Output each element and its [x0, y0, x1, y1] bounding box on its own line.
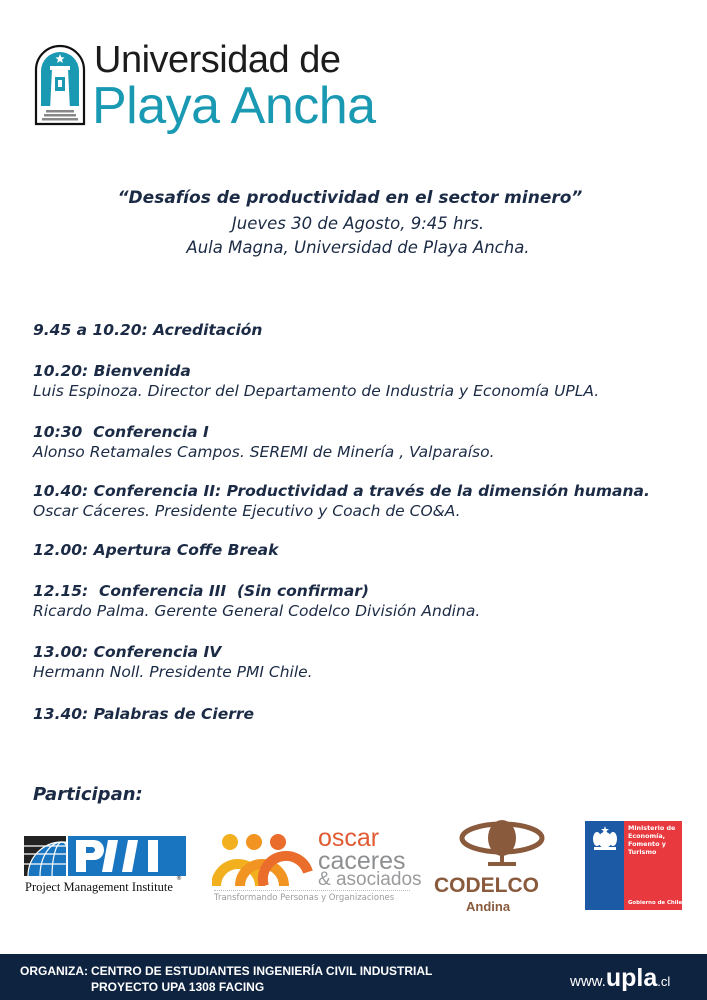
codelco-logo-division: Andina	[466, 899, 511, 914]
svg-text:®: ®	[176, 875, 182, 882]
program-item	[33, 704, 254, 724]
program-item	[33, 581, 480, 621]
website-main: upla	[605, 964, 658, 992]
program-heading: 12.00: Apertura Coffe Break	[33, 541, 279, 559]
website-link[interactable]	[570, 964, 670, 993]
participants-heading: Participan:	[33, 784, 143, 805]
speaker-name: Luis Espinoza.	[33, 382, 143, 400]
pmi-logo-text: Project Management Institute	[25, 880, 173, 894]
program-item	[33, 320, 262, 340]
logo-university-place: Playa Ancha	[92, 77, 376, 135]
speaker-name: Hermann Noll.	[33, 663, 145, 681]
program-heading: 10.40: Conferencia II: Productividad a través de la dimensión humana.	[33, 482, 650, 500]
oscar-caceres-name-1: oscar	[318, 824, 380, 852]
program-heading: 9.45 a 10.20: Acreditación	[33, 321, 263, 339]
oscar-caceres-logo-mark	[212, 832, 314, 886]
footer-organizer-line1: CENTRO DE ESTUDIANTES INGENIERÍA CIVIL INDUSTRIAL	[91, 964, 433, 978]
footer-organizer-line2: PROYECTO UPA 1308 FACING	[91, 980, 265, 994]
oscar-caceres-name-2: caceres	[318, 847, 406, 875]
event-date: Jueves 30 de Agosto, 9:45 hrs.	[231, 214, 485, 233]
codelco-logo-mark	[458, 820, 546, 874]
footer-label: ORGANIZA:	[20, 964, 88, 978]
ministerio-logo	[585, 821, 682, 910]
speaker-role: Presidente PMI Chile.	[144, 663, 313, 681]
website-suffix: .cl	[657, 974, 671, 989]
program-item	[33, 361, 599, 401]
program-heading: 13.00: Conferencia IV	[33, 643, 222, 661]
program-item	[33, 540, 278, 560]
speaker-role: Director del Departamento de Industria y Economía UPLA.	[142, 382, 600, 400]
program-heading: 10:30 Conferencia I	[33, 423, 209, 441]
coat-of-arms-icon	[590, 825, 620, 853]
lighthouse-icon	[33, 42, 87, 126]
divider	[214, 890, 410, 891]
oscar-caceres-name-3: & asociados	[318, 869, 422, 890]
ministerio-footer: Gobierno de Chile	[628, 900, 683, 906]
program-heading: 13.40: Palabras de Cierre	[33, 705, 255, 723]
program-heading: 12.15: Conferencia III (Sin confirmar)	[33, 582, 370, 600]
speaker-role: Gerente General Codelco División Andina.	[149, 602, 481, 620]
logo-university-name: Universidad de	[94, 39, 341, 81]
speaker-name: Alonso Retamales Campos.	[33, 443, 245, 461]
program-heading: 10.20: Bienvenida	[33, 362, 191, 380]
speaker-name: Oscar Cáceres.	[33, 502, 150, 520]
speaker-role: Presidente Ejecutivo y Coach de CO&A.	[149, 502, 461, 520]
event-place: Aula Magna, Universidad de Playa Ancha.	[186, 238, 530, 257]
codelco-logo-name: CODELCO	[434, 874, 539, 897]
oscar-caceres-tagline: Transformando Personas y Organizaciones	[214, 893, 395, 903]
ministerio-name: Ministerio de Economía, Fomento y Turismo	[628, 824, 676, 856]
program-item	[33, 422, 495, 462]
event-title: “Desafíos de productividad en el sector minero”	[117, 188, 583, 208]
program-item	[33, 481, 650, 521]
speaker-name: Ricardo Palma.	[33, 602, 150, 620]
program-item	[33, 642, 313, 682]
website-prefix: www.	[570, 973, 606, 990]
footer-bar	[0, 954, 707, 1000]
speaker-role: SEREMI de Minería , Valparaíso.	[244, 443, 495, 461]
